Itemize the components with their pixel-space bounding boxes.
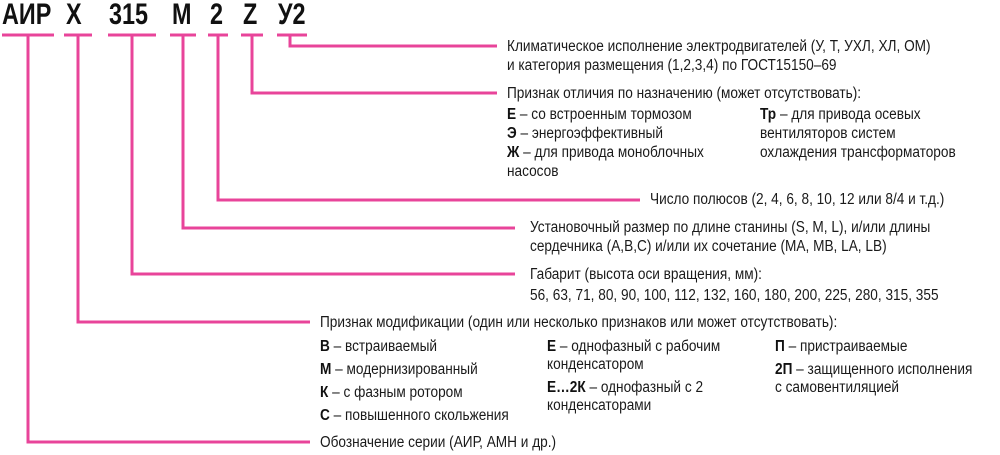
code-modification: X [66, 0, 82, 31]
code-height: 315 [109, 0, 149, 31]
climate-label-line1: Климатическое исполнение электродвигателей (У, Т, УХЛ, ХЛ, ОМ) [507, 38, 931, 55]
mod-item-continued: с самовентиляцией [775, 379, 900, 396]
purpose-item: Э – энергоэффективный [507, 125, 663, 142]
mod-item: П – пристраиваемые [775, 338, 908, 355]
leader-height [132, 35, 515, 274]
mod-item: М – модернизированный [320, 361, 478, 378]
purpose-item: Ж – для привода моноблочных [507, 144, 704, 161]
size-label-line1: Установочный размер по длине станины (S, M, L), и/или длины [530, 219, 931, 236]
height-label-line1: Габарит (высота оси вращения, мм): [530, 266, 762, 283]
purpose-item-continued: охлаждения трансформаторов [760, 144, 956, 161]
purpose-item-continued: насосов [507, 163, 559, 180]
code-series: АИР [2, 0, 52, 31]
code-climate: У2 [278, 0, 306, 31]
purpose-item: Тр – для привода осевых [760, 106, 921, 123]
mod-item: Е…2К – однофазный с 2 [547, 379, 704, 396]
purpose-item: Е – со встроенным тормозом [507, 106, 692, 123]
mod-item: Е – однофазный с рабочим [547, 338, 721, 355]
mod-item: К – с фазным ротором [320, 384, 463, 401]
size-label-line2: сердечника (A,B,C) и/или их сочетание (MA, MB, LA, LB) [530, 238, 887, 255]
mod-item-continued: конденсаторами [547, 397, 652, 414]
leader-climate [290, 35, 497, 46]
purpose-title: Признак отличия по назначению (может отсутствовать): [507, 85, 862, 102]
leader-mod [78, 35, 310, 322]
code-poles: 2 [210, 0, 224, 31]
height-label-line2: 56, 63, 71, 80, 90, 100, 112, 132, 160, 180, 200, 225, 280, 315, 355 [530, 287, 939, 304]
code-purpose: Z [243, 0, 258, 31]
mod-item: С – повышенного скольжения [320, 407, 509, 424]
mod-item: В – встраиваемый [320, 338, 438, 355]
leader-series [28, 35, 310, 442]
mod-title: Признак модификации (один или несколько признаков или может отсутствовать): [320, 314, 838, 331]
climate-label-line2: и категория размещения (1,2,3,4) по ГОСТ15150–69 [507, 57, 837, 74]
mod-item: 2П – защищенного исполнения [775, 361, 973, 378]
code-size: M [172, 0, 192, 31]
poles-label: Число полюсов (2, 4, 6, 8, 10, 12 или 8/4 и т.д.) [650, 191, 945, 208]
series-label: Обозначение серии (АИР, АМН и др.) [320, 434, 557, 451]
purpose-item-continued: вентиляторов систем [760, 125, 896, 142]
mod-item-continued: конденсатором [547, 356, 644, 373]
